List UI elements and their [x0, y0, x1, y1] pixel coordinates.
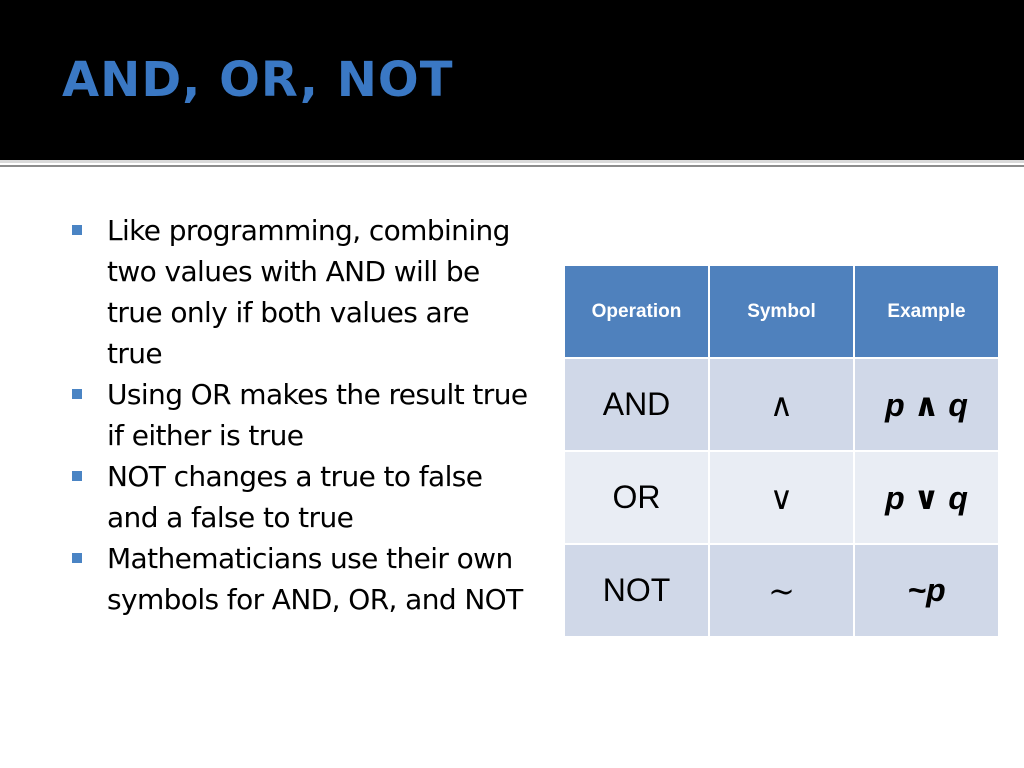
cell-operation: OR — [564, 451, 709, 544]
cell-operation: AND — [564, 358, 709, 451]
bullet-text: NOT changes a true to false and a false to true — [107, 460, 483, 534]
square-bullet-icon — [72, 553, 82, 563]
bullet-text: Like programming, combining two values with AND will be true only if both values are true — [107, 214, 510, 370]
square-bullet-icon — [72, 225, 82, 235]
bullet-item — [72, 538, 532, 620]
square-bullet-icon — [72, 471, 82, 481]
header-example: Example — [854, 265, 999, 358]
slide-title: AND, OR, NOT — [62, 52, 454, 108]
cell-operation: NOT — [564, 544, 709, 637]
bullet-item — [72, 210, 532, 374]
cell-symbol: ∨ — [709, 451, 854, 544]
table-row — [564, 544, 999, 637]
bullet-text: Using OR makes the result true if either is true — [107, 378, 528, 452]
bullet-list — [72, 210, 532, 620]
bullet-item — [72, 456, 532, 538]
cell-symbol: ∧ — [709, 358, 854, 451]
cell-symbol: ~ — [709, 544, 854, 637]
slide-header — [0, 0, 1024, 160]
table-row — [564, 358, 999, 451]
bullet-text: Mathematicians use their own symbols for AND, OR, and NOT — [107, 542, 523, 616]
cell-example: ~p — [854, 544, 999, 637]
header-divider-light — [0, 160, 1024, 163]
operations-table — [563, 264, 1000, 638]
cell-example: p ∨ q — [854, 451, 999, 544]
table-header-row — [564, 265, 999, 358]
cell-example: p ∧ q — [854, 358, 999, 451]
table-row — [564, 451, 999, 544]
square-bullet-icon — [72, 389, 82, 399]
bullet-item — [72, 374, 532, 456]
header-symbol: Symbol — [709, 265, 854, 358]
header-divider-dark — [0, 165, 1024, 167]
header-operation: Operation — [564, 265, 709, 358]
